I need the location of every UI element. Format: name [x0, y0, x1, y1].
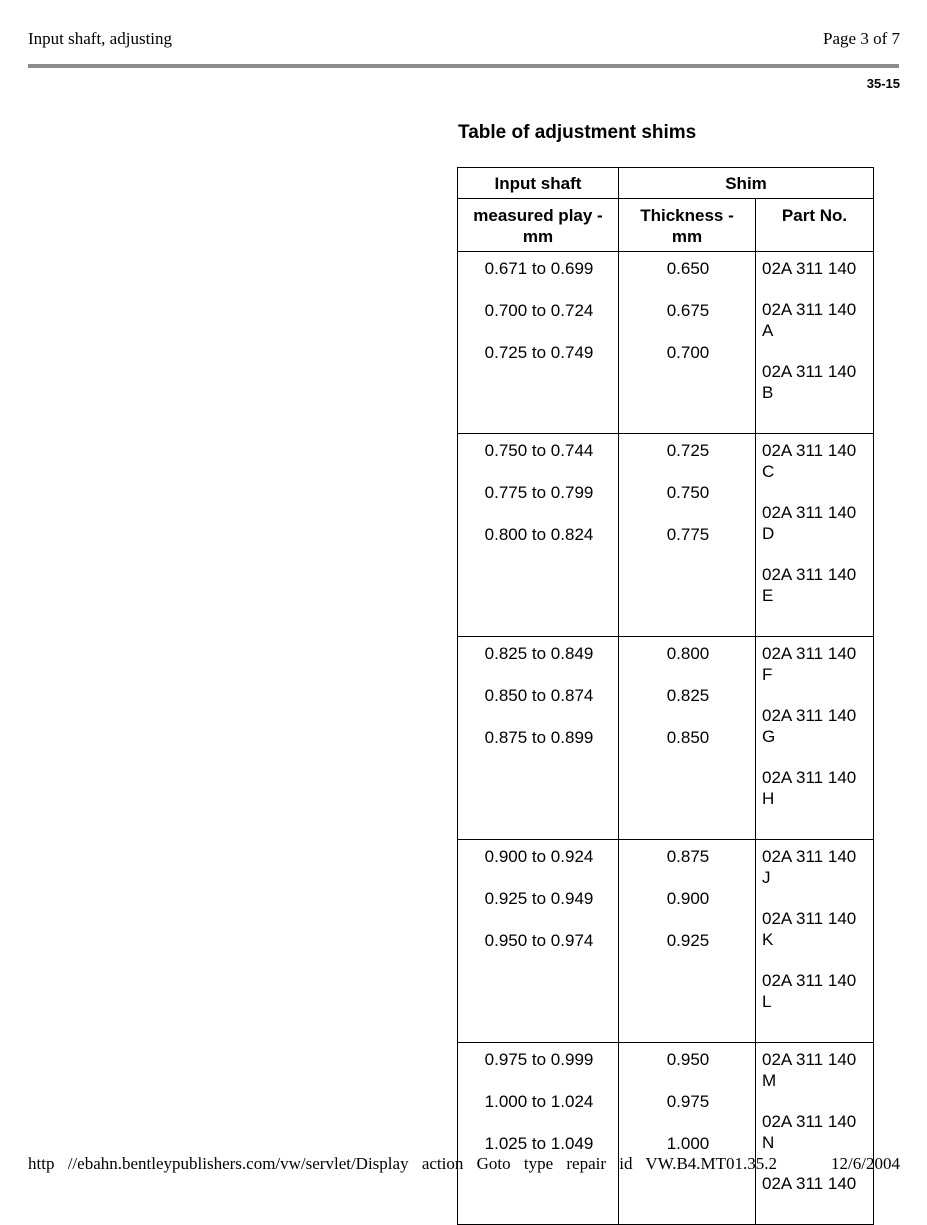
shim-thickness: 0.700	[666, 343, 710, 362]
play-range: 0.975 to 0.999	[484, 1050, 594, 1069]
shim-thickness: 1.000	[666, 1134, 710, 1153]
shim-thickness: 0.850	[666, 728, 710, 747]
table-cell-part-no	[756, 840, 874, 1043]
header-measured-play: measured play - mm	[458, 199, 619, 252]
play-range: 1.000 to 1.024	[484, 1092, 594, 1111]
shim-thickness: 0.800	[666, 644, 710, 663]
section-number: 35-15	[866, 76, 900, 91]
table-cell-part-no	[756, 252, 874, 434]
play-range: 0.925 to 0.949	[484, 889, 594, 908]
part-number: 02A 311 140 C	[762, 441, 857, 481]
table-cell-play	[458, 1043, 619, 1225]
part-number: 02A 311 140 F	[762, 644, 857, 684]
table-cell-play	[458, 840, 619, 1043]
shim-thickness: 0.650	[666, 259, 710, 278]
shim-thickness: 0.925	[666, 931, 710, 950]
table-title: Table of adjustment shims	[458, 122, 697, 143]
header-input-shaft: Input shaft	[458, 168, 619, 199]
table-cell-part-no	[756, 1043, 874, 1225]
play-range: 0.825 to 0.849	[484, 644, 594, 663]
play-range: 0.850 to 0.874	[484, 686, 594, 705]
table-cell-thickness	[619, 1043, 756, 1225]
adjustment-shims-table	[457, 167, 874, 1225]
table-cell-play	[458, 637, 619, 840]
table-cell-play	[458, 434, 619, 637]
part-number: 02A 311 140 B	[762, 362, 857, 402]
part-number: 02A 311 140	[762, 259, 857, 278]
part-number: 02A 311 140 J	[762, 847, 857, 887]
shim-thickness: 0.950	[666, 1050, 710, 1069]
shim-thickness: 0.875	[666, 847, 710, 866]
part-number: 02A 311 140 M	[762, 1050, 857, 1090]
play-range: 1.025 to 1.049	[484, 1134, 594, 1153]
play-range: 0.775 to 0.799	[484, 483, 594, 502]
shim-thickness: 0.675	[666, 301, 710, 320]
shim-thickness: 0.750	[666, 483, 710, 502]
part-number: 02A 311 140 D	[762, 503, 857, 543]
play-range: 0.950 to 0.974	[484, 931, 594, 950]
table-cell-part-no	[756, 434, 874, 637]
footer-date: 12/6/2004	[831, 1154, 900, 1173]
part-number: 02A 311 140 G	[762, 706, 857, 746]
header-part-no: Part No.	[756, 199, 874, 252]
play-range: 0.800 to 0.824	[484, 525, 594, 544]
part-number: 02A 311 140 K	[762, 909, 857, 949]
table-cell-thickness	[619, 252, 756, 434]
shim-thickness: 0.900	[666, 889, 710, 908]
page-indicator: Page 3 of 7	[823, 29, 900, 48]
table-cell-part-no	[756, 637, 874, 840]
table-row	[458, 434, 874, 637]
table-row	[458, 637, 874, 840]
table-cell-thickness	[619, 840, 756, 1043]
part-number: 02A 311 140 E	[762, 565, 857, 605]
play-range: 0.671 to 0.699	[484, 259, 594, 278]
shim-thickness: 0.975	[666, 1092, 710, 1111]
part-number: 02A 311 140 A	[762, 300, 857, 340]
shim-thickness: 0.725	[666, 441, 710, 460]
header-shim: Shim	[619, 168, 874, 199]
table-row	[458, 840, 874, 1043]
table-cell-thickness	[619, 434, 756, 637]
table-cell-thickness	[619, 637, 756, 840]
table-body	[458, 252, 874, 1225]
part-number: 02A 311 140 N	[762, 1112, 857, 1152]
part-number: 02A 311 140	[762, 1174, 857, 1193]
part-number: 02A 311 140 H	[762, 768, 857, 808]
play-range: 0.900 to 0.924	[484, 847, 594, 866]
shim-thickness: 0.775	[666, 525, 710, 544]
table-row	[458, 1043, 874, 1225]
table-header-row	[458, 168, 874, 199]
document-title: Input shaft, adjusting	[28, 29, 173, 48]
play-range: 0.875 to 0.899	[484, 728, 594, 747]
header-divider	[28, 64, 899, 68]
play-range: 0.750 to 0.744	[484, 441, 594, 460]
table-row	[458, 252, 874, 434]
table-cell-play	[458, 252, 619, 434]
part-number: 02A 311 140 L	[762, 971, 857, 1011]
footer-url: http //ebahn.bentleypublishers.com/vw/servlet/Display action Goto type repair id VW.B4.MT01.35.2	[28, 1154, 778, 1173]
shim-thickness: 0.825	[666, 686, 710, 705]
play-range: 0.725 to 0.749	[484, 343, 594, 362]
table-subheader-row	[458, 199, 874, 252]
play-range: 0.700 to 0.724	[484, 301, 594, 320]
header-thickness: Thickness - mm	[619, 199, 756, 252]
